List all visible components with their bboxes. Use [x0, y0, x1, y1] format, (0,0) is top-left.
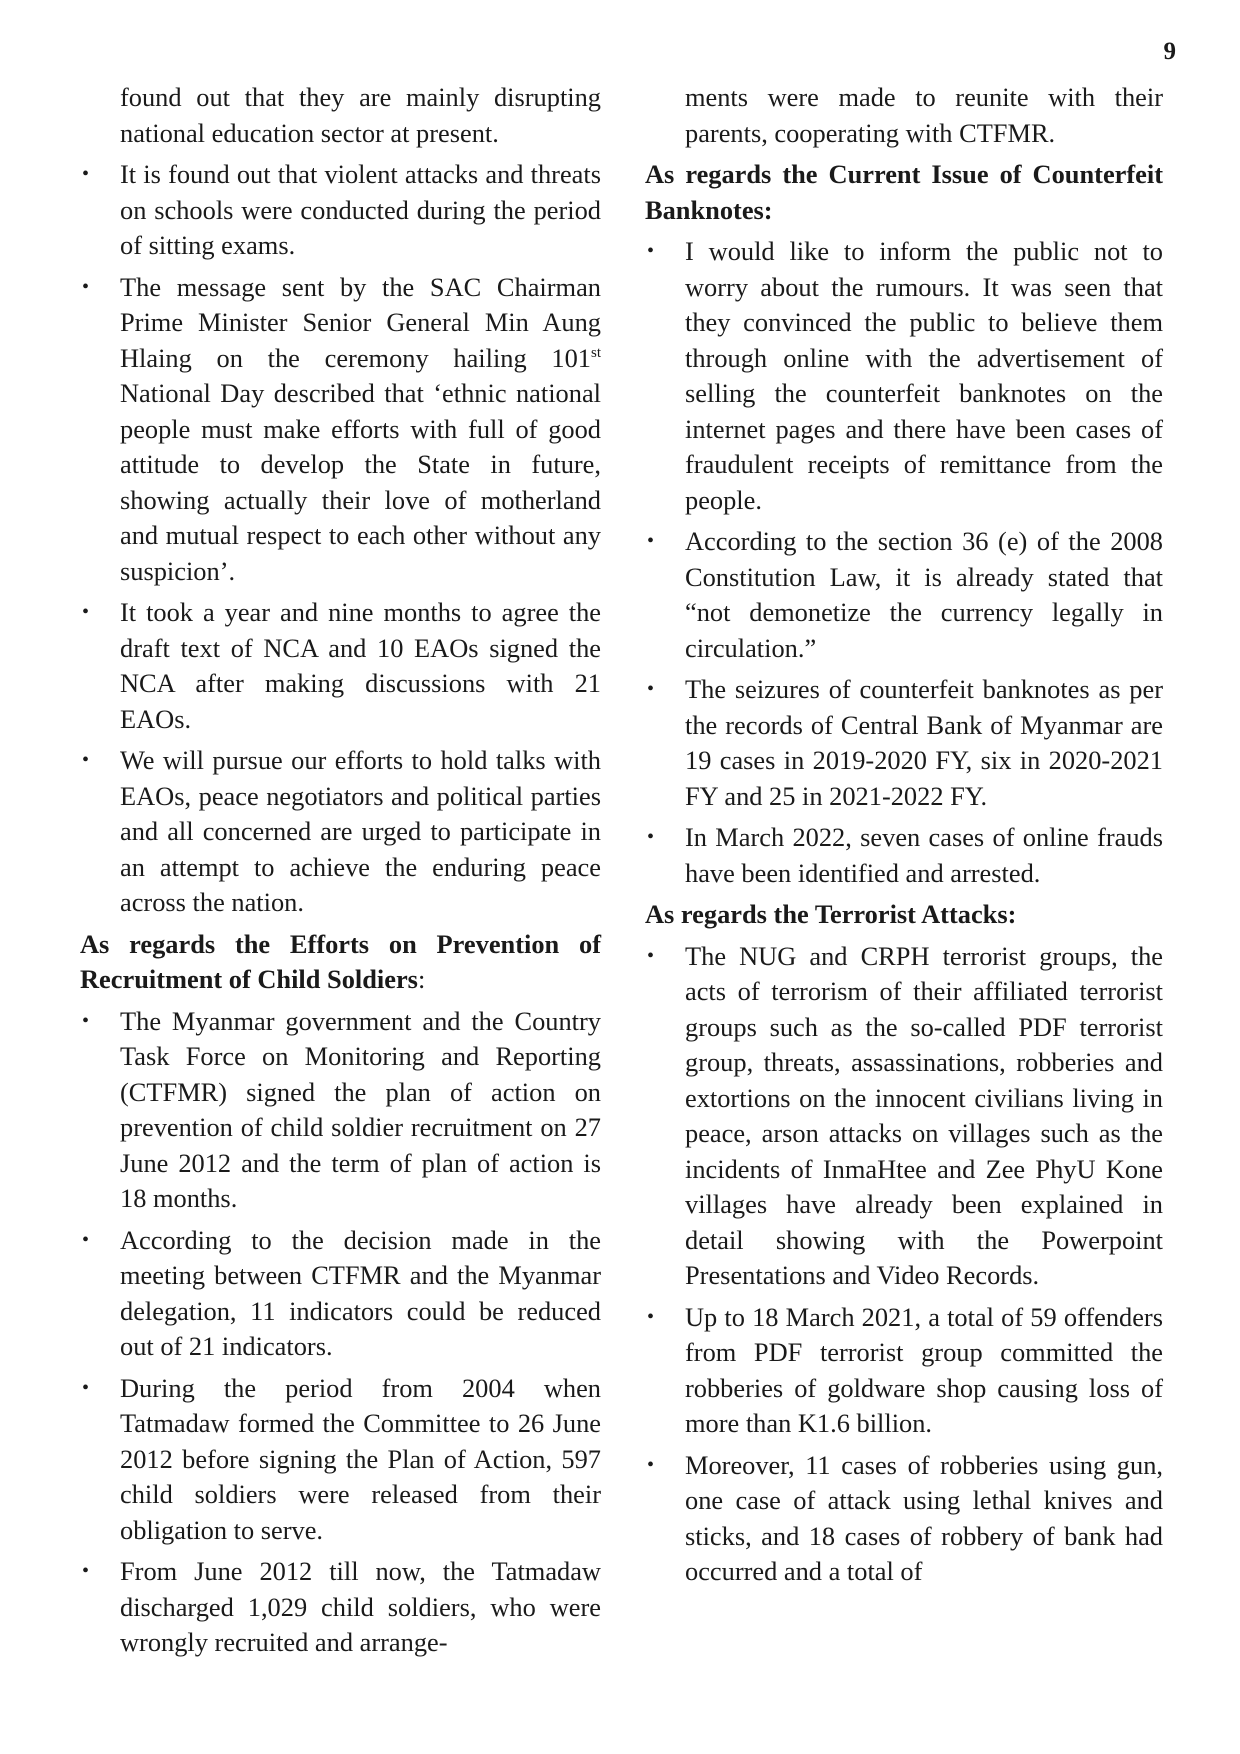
- list-item-text: The seizures of counterfeit banknotes as per the records of Central Bank of Myanmar are 19 cases in 2019-2020 FY, six in 2020-2021 FY and 25 in 2021-2022 FY.: [685, 674, 1163, 811]
- bullet-icon: •: [82, 1009, 90, 1032]
- list-item-text: From June 2012 till now, the Tatmadaw discharged 1,029 child soldiers, who were wrongly recruited and arrange-: [120, 1556, 601, 1657]
- list-item: [80, 743, 601, 921]
- list-item: [80, 1554, 601, 1661]
- list-item: [645, 1300, 1163, 1442]
- list-item: [80, 1004, 601, 1217]
- left-column: [80, 80, 601, 1667]
- page-number: 9: [1163, 38, 1176, 65]
- bullet-list: [645, 939, 1163, 1590]
- section-heading-child-soldiers: [80, 927, 601, 998]
- list-item: [645, 524, 1163, 666]
- list-item: [645, 939, 1163, 1294]
- bullet-icon: •: [82, 1228, 90, 1251]
- list-item: [645, 820, 1163, 891]
- list-item: [80, 1223, 601, 1365]
- list-item-text: It is found out that violent attacks and threats on schools were conducted during the period of sitting exams.: [120, 159, 601, 260]
- bullet-list: [80, 157, 601, 921]
- bullet-list: [645, 234, 1163, 891]
- right-column: [645, 80, 1163, 1596]
- section-heading-terrorist-attacks: As regards the Terrorist Attacks:: [645, 899, 1017, 929]
- heading-colon: :: [417, 964, 426, 994]
- bullet-icon: •: [647, 240, 655, 262]
- continued-paragraph: found out that they are mainly disrupting national education sector at present.: [120, 82, 601, 148]
- list-item: [645, 672, 1163, 814]
- bullet-icon: •: [647, 530, 655, 552]
- list-item: [645, 234, 1163, 518]
- list-item-text: According to the decision made in the meeting between CTFMR and the Myanmar delegation, 11 indicators could be reduced out of 21 indicators.: [120, 1224, 601, 1361]
- list-item-text: I would like to inform the public not to worry about the rumours. It was seen that they convinced the public to believe them through online with the advertisement of selling the counterfeit banknotes on the internet pages and there have been cases of fraudulent receipts of remittance from the people.: [685, 236, 1163, 515]
- bullet-icon: •: [647, 678, 655, 700]
- list-item-text: During the period from 2004 when Tatmadaw formed the Committee to 26 June 2012 before signing the Plan of Action, 597 child soldiers were released from their obligation to serve.: [120, 1372, 601, 1545]
- list-item: [80, 270, 601, 590]
- list-item-text: Moreover, 11 cases of robberies using gun, one case of attack using lethal knives and sticks, and 18 cases of robbery of bank had occurred and a total of: [685, 1449, 1163, 1586]
- bullet-icon: •: [82, 749, 90, 771]
- bullet-icon: •: [647, 1305, 655, 1328]
- list-item-text: According to the section 36 (e) of the 2008 Constitution Law, it is already stated that “not demonetize the currency legally in circulation.”: [685, 526, 1163, 663]
- list-item-text: We will pursue our efforts to hold talks with EAOs, peace negotiators and political parties and all concerned are urged to participate in an attempt to achieve the enduring peace across the nation.: [120, 745, 601, 917]
- section-heading-banknotes: As regards the Current Issue of Counterfeit Banknotes:: [645, 159, 1163, 225]
- list-item: [80, 595, 601, 737]
- heading-text: As regards the Efforts on Prevention of Recruitment of Child Soldiers: [80, 928, 601, 994]
- sac-text-after: National Day described that ‘ethnic national people must make efforts with full of good attitude to develop the State in future, showing actually their love of motherland and mutual respect to each other without any suspicion’.: [120, 378, 601, 586]
- sac-text-before: The message sent by the SAC Chairman Prime Minister Senior General Min Aung Hlaing on the ceremony hailing 101: [120, 271, 601, 373]
- bullet-icon: •: [82, 275, 90, 298]
- bullet-icon: •: [82, 601, 90, 623]
- list-item: [80, 157, 601, 264]
- bullet-icon: •: [82, 1376, 90, 1399]
- list-item: [80, 1371, 601, 1549]
- continued-paragraph: ments were made to reunite with their parents, cooperating with CTFMR.: [685, 82, 1163, 148]
- bullet-icon: •: [647, 826, 655, 848]
- bullet-icon: •: [82, 163, 90, 185]
- ordinal-suffix: st: [590, 344, 601, 361]
- bullet-icon: •: [647, 1453, 655, 1476]
- list-item-text: In March 2022, seven cases of online frauds have been identified and arrested.: [685, 822, 1163, 888]
- bullet-list: [80, 1004, 601, 1661]
- bullet-icon: •: [647, 944, 655, 967]
- list-item-text: The NUG and CRPH terrorist groups, the acts of terrorism of their affiliated terrorist groups such as the so-called PDF terrorist group, threats, assassinations, robberies and extortions on the innocent civilians living in peace, arson attacks on villages such as the incidents of InmaHtee and Zee PhyU Kone villages have already been explained in detail showing with the Powerpoint Presentations and Video Records.: [685, 940, 1163, 1290]
- bullet-icon: •: [82, 1560, 90, 1582]
- list-item: [645, 1448, 1163, 1590]
- list-item-text: Up to 18 March 2021, a total of 59 offenders from PDF terrorist group committed the robberies of goldware shop causing loss of more than K1.6 billion.: [685, 1301, 1163, 1438]
- list-item-text: The Myanmar government and the Country Task Force on Monitoring and Reporting (CTFMR) signed the plan of action on prevention of child soldier recruitment on 27 June 2012 and the term of plan of action is 18 months.: [120, 1005, 601, 1213]
- list-item-text: It took a year and nine months to agree the draft text of NCA and 10 EAOs signed the NCA after making discussions with 21 EAOs.: [120, 597, 601, 734]
